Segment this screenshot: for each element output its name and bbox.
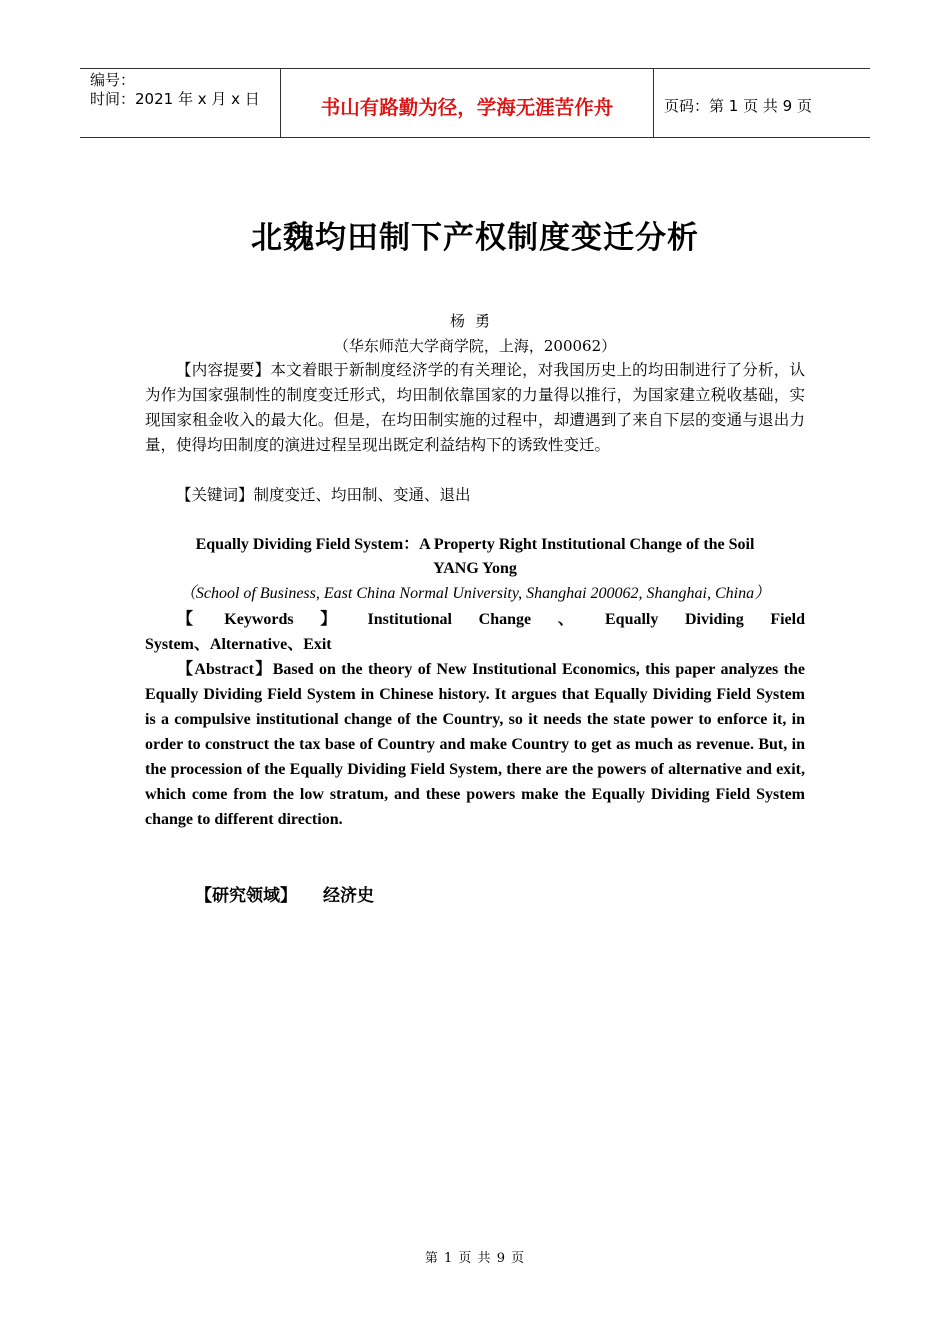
- en-keywords-label: 【 Keywords 】: [177, 611, 341, 628]
- cn-abstract: [145, 358, 805, 458]
- time-label: 时间：2021 年 x 月 x 日: [90, 90, 260, 108]
- cn-keywords: [145, 483, 805, 508]
- motto: 书山有路勤为径，学海无涯苦作舟: [281, 69, 654, 137]
- header-meta-cell: [80, 69, 281, 137]
- en-keywords-text: Institutional Change 、 Equally Dividing Field System、Alternative、Exit: [145, 611, 805, 653]
- cn-abstract-label: 【内容提要】: [176, 361, 271, 379]
- serial-label: 编号：: [90, 71, 136, 89]
- en-abstract: [145, 657, 805, 832]
- page-footer: 第 1 页 共 9 页: [424, 1251, 526, 1266]
- research-field: [195, 881, 374, 906]
- en-affiliation: （School of Business, East China Normal University, Shanghai 200062, Shanghai, China）: [179, 585, 771, 602]
- cn-abstract-text: 本文着眼于新制度经济学的有关理论，对我国历史上的均田制进行了分析，认为作为国家强制性的制度变迁形式，均田制依靠国家的力量得以推行，为国家建立税收基础，实现国家租金收入的最大化。但是，在均田制实施的过程中，却遭遇到了来自下层的变通与退出力量，使得均田制度的演进过程呈现出既定利益结构下的诱致性变迁。: [145, 361, 805, 454]
- field-label: 【研究领域】: [195, 886, 297, 906]
- en-author: YANG Yong: [433, 560, 517, 577]
- header-page-info: 页码：第 1 页 共 9 页: [664, 96, 812, 115]
- header-table: [80, 68, 870, 138]
- en-keywords: [145, 607, 805, 657]
- field-value: 经济史: [323, 886, 374, 906]
- cn-keywords-text: 制度变迁、均田制、变通、退出: [253, 486, 471, 504]
- en-abstract-label: 【Abstract】: [177, 661, 273, 678]
- author: 杨勇: [449, 312, 500, 330]
- affiliation: （华东师范大学商学院，上海，200062）: [333, 337, 617, 355]
- cn-keywords-label: 【关键词】: [176, 486, 254, 504]
- paper-title: 北魏均田制下产权制度变迁分析: [251, 220, 699, 256]
- en-abstract-text: Based on the theory of New Institutional Economics, this paper analyzes the Equally Dividing Field System in Chinese history. It argues that Equally Dividing Field System is a compulsive institutional change of the Country, so it needs the state power to enforce it, in order to construct the tax base of Country and make Country to get as much as revenue. But, in the procession of the Equally Dividing Field System, there are the powers of alternative and exit, which come from the low stratum, and these powers make the Equally Dividing Field System change to different direction.: [145, 661, 805, 828]
- en-title: Equally Dividing Field System：A Property Right Institutional Change of the Soil: [195, 536, 755, 553]
